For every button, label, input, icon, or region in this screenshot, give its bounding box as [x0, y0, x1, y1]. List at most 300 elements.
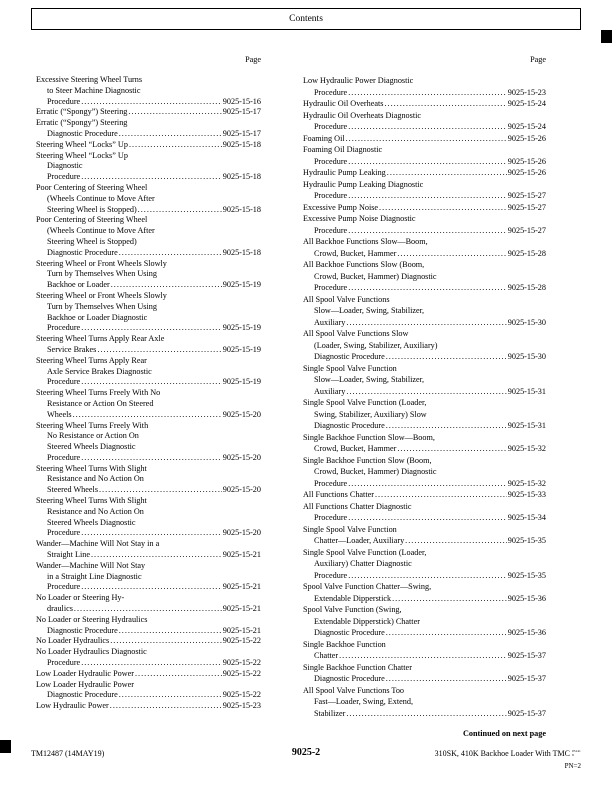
toc-entry-line — [36, 690, 261, 701]
page-column-header: Page — [245, 55, 261, 64]
dot-leader — [81, 453, 222, 464]
entry-text: Straight Line — [47, 550, 90, 560]
entry-page-number: 9025-15-22 — [222, 690, 261, 700]
toc-entry — [36, 334, 261, 356]
entry-text: Foaming Oil — [303, 133, 345, 143]
page-column-header: Page — [530, 55, 546, 64]
entry-page-number: 9025-15-35 — [507, 536, 546, 545]
dot-leader — [81, 528, 222, 539]
toc-entry-line — [36, 485, 261, 496]
toc-entry — [303, 363, 546, 398]
toc-entry-line: Swing, Stabilizer, Auxiliary) Slow — [314, 409, 427, 419]
toc-entry-line — [36, 345, 261, 356]
toc-entry-line: Excessive Steering Wheel Turns — [36, 75, 143, 84]
dot-leader — [375, 489, 507, 501]
entry-text: Excessive Pump Noise — [303, 202, 379, 212]
toc-entry — [303, 432, 546, 455]
entry-page-number: 9025-15-27 — [507, 191, 546, 200]
toc-entry — [303, 604, 546, 639]
dot-leader — [346, 386, 506, 398]
toc-entry — [36, 647, 261, 669]
toc-entry-line: No Loader or Steering Hydraulics — [36, 614, 148, 624]
dot-leader — [405, 535, 507, 547]
entry-text: Hydraulic Pump Leaking — [303, 168, 386, 177]
entry-text: Diagnostic Procedure — [314, 352, 385, 361]
toc-entry-line: Steered Wheels Diagnostic — [47, 517, 136, 527]
entry-text: Procedure — [314, 478, 348, 488]
toc-entry — [36, 291, 261, 334]
entry-page-number: 9025-15-19 — [222, 323, 261, 333]
toc-entry — [303, 455, 546, 490]
entry-text: All Functions Chatter — [303, 490, 374, 499]
toc-entry — [303, 75, 546, 98]
footer-doc-id: TM12487 (14MAY19) — [31, 749, 105, 758]
toc-entry-line: All Functions Chatter Diagnostic — [303, 501, 412, 511]
entry-page-number: 9025-15-32 — [507, 444, 546, 453]
entry-text: Procedure — [47, 658, 81, 668]
dot-leader — [392, 593, 507, 605]
entry-page-number: 9025-15-24 — [507, 99, 546, 108]
dot-leader — [379, 202, 507, 214]
toc-entry — [303, 489, 546, 501]
dot-leader — [128, 107, 221, 118]
toc-entry-line — [36, 97, 261, 108]
toc-entry-line: All Spool Valve Functions Too — [303, 685, 405, 695]
toc-entry — [303, 397, 546, 432]
toc-entry — [36, 680, 261, 702]
toc-entry-line — [36, 701, 261, 712]
footer — [31, 749, 581, 760]
registration-mark-bottom-left — [0, 740, 11, 753]
toc-entry-line — [36, 550, 261, 561]
toc-entry-line: Resistance and No Action On — [47, 506, 144, 516]
dot-leader — [348, 282, 507, 294]
toc-entry-line: Foaming Oil Diagnostic — [303, 145, 383, 154]
toc-entry-line — [303, 121, 546, 133]
toc-entry-line: Turn by Themselves When Using — [47, 269, 157, 279]
entry-text: Procedure — [314, 122, 348, 131]
toc-entry-line: (Wheels Continue to Move After — [47, 226, 155, 236]
toc-entry-line: Wander—Machine Will Not Stay in a — [36, 539, 160, 549]
entry-text: Crowd, Bucket, Hammer — [314, 248, 397, 258]
dot-leader — [110, 636, 222, 647]
dot-leader — [119, 248, 222, 259]
entry-page-number: 9025-15-23 — [507, 87, 546, 97]
entry-page-number: 9025-15-30 — [507, 317, 546, 327]
toc-entry — [36, 140, 261, 151]
entry-text: Extendable Dipperstick — [314, 593, 392, 603]
toc-entry-line: Single Spool Valve Function — [303, 363, 397, 373]
toc-entry-line — [303, 87, 546, 99]
toc-column-left — [36, 54, 261, 719]
toc-entry-line: Steering Wheel “Locks” Up — [36, 150, 128, 160]
dot-leader — [97, 345, 221, 356]
entry-page-number: 9025-15-21 — [222, 582, 261, 592]
toc-entry-line: Low Loader Hydraulic Power — [36, 679, 134, 689]
entry-text: Procedure — [314, 225, 348, 235]
toc-entry-line: Crowd, Bucket, Hammer) Diagnostic — [314, 271, 437, 281]
dot-leader — [81, 658, 222, 669]
entry-page-number: 9025-15-35 — [507, 570, 546, 580]
toc-entry-line: Single Backhoe Function Slow—Boom, — [303, 432, 435, 442]
toc-entry — [303, 685, 546, 720]
dot-leader — [81, 323, 222, 334]
toc-entry-line: Resistance and No Action On — [47, 474, 144, 484]
entry-page-number: 9025-15-16 — [222, 96, 261, 106]
dot-leader — [348, 121, 507, 133]
dot-leader — [73, 410, 222, 421]
toc-entry-line: Steered Wheels Diagnostic — [47, 442, 136, 452]
toc-entry-line: Steering Wheel Turns Freely With — [36, 420, 149, 430]
entry-page-number: 9025-15-26 — [507, 133, 546, 143]
dot-leader — [386, 673, 507, 685]
entry-text: Hydraulic Oil Overheats — [303, 99, 384, 108]
entry-text: Chatter—Loader, Auxiliary — [314, 536, 405, 545]
toc-entry-line: Steering Wheel or Front Wheels Slowly — [36, 258, 167, 268]
dot-leader — [348, 87, 507, 99]
dot-leader — [74, 604, 222, 615]
toc-entry-line — [303, 156, 546, 168]
entry-page-number: 9025-15-31 — [507, 421, 546, 430]
toc-entry — [36, 464, 261, 496]
toc-entry — [36, 669, 261, 680]
toc-entry-line: Steering Wheel Turns Apply Rear Axle — [36, 334, 165, 344]
toc-entry — [36, 701, 261, 712]
toc-entry-line: Slow—Loader, Swing, Stabilizer, — [314, 306, 425, 315]
page-title: Contents — [289, 14, 323, 24]
entry-page-number: 9025-15-28 — [507, 283, 546, 292]
entry-page-number: 9025-15-18 — [222, 247, 261, 257]
footer-model-text: 310SK, 410K Backhoe Loader With TMC — [434, 749, 570, 758]
toc-entry-line: All Backhoe Functions Slow—Boom, — [303, 237, 428, 246]
entry-page-number: 9025-15-26 — [507, 156, 546, 166]
toc-entry-line — [36, 140, 261, 151]
toc-entry-line: Single Backhoe Function Chatter — [303, 662, 412, 672]
toc-entry — [303, 179, 546, 202]
toc-entry — [303, 662, 546, 685]
continued-note: Continued on next page — [462, 729, 546, 738]
entry-page-number: 9025-15-26 — [507, 168, 546, 177]
registration-mark-top-right — [601, 30, 612, 43]
toc-entry-line: Hydraulic Pump Leaking Diagnostic — [303, 179, 424, 189]
toc-entry-line: Fast—Loader, Swing, Extend, — [314, 697, 414, 706]
entry-text: Steering Wheel “Locks” Up — [36, 139, 128, 149]
toc-entry-line — [303, 570, 546, 582]
dot-leader — [386, 420, 507, 432]
toc-entry — [303, 328, 546, 363]
toc-entry-line — [303, 386, 546, 398]
toc-entry — [36, 259, 261, 291]
toc-entry-line — [303, 627, 546, 639]
toc-entry-line: Excessive Pump Noise Diagnostic — [303, 214, 416, 223]
entry-text: Diagnostic Procedure — [314, 674, 385, 683]
entry-text: Procedure — [47, 172, 81, 182]
entry-text: draulics — [47, 604, 73, 614]
entry-list — [36, 75, 261, 712]
toc-entry-line — [303, 512, 546, 524]
entry-page-number: 9025-15-19 — [222, 344, 261, 354]
toc-entry-line: Poor Centering of Steering Wheel — [36, 182, 148, 192]
toc-entry-line: Low Hydraulic Power Diagnostic — [303, 76, 414, 85]
footer-page-number: 9025-2 — [291, 747, 321, 758]
toc-entry — [36, 539, 261, 561]
toc-entry-line: Backhoe or Loader Diagnostic — [47, 312, 148, 322]
toc-entry — [303, 144, 546, 167]
entry-text: Diagnostic Procedure — [314, 421, 385, 430]
toc-entry-line — [36, 280, 261, 291]
toc-entry-line: Single Backhoe Function Slow (Boom, — [303, 455, 432, 465]
entry-text: No Loader Hydraulics — [36, 636, 110, 646]
dot-leader — [81, 582, 222, 593]
entry-text: Low Hydraulic Power — [36, 701, 109, 711]
toc-entry-line: (Loader, Swing, Stabilizer, Auxiliary) — [314, 340, 438, 350]
entry-page-number: 9025-15-19 — [222, 280, 261, 290]
entry-text: Steered Wheels — [47, 485, 98, 495]
toc-entry-line — [36, 636, 261, 647]
toc-entry-line: Steering Wheel or Front Wheels Slowly — [36, 290, 167, 300]
entry-page-number: 9025-15-19 — [222, 377, 261, 387]
toc-entry-line: Spool Valve Function (Swing, — [303, 605, 402, 614]
toc-entry-line: Single Spool Valve Function (Loader, — [303, 547, 427, 557]
entry-text: Procedure — [47, 323, 81, 333]
toc-entry-line — [303, 673, 546, 685]
toc-entry-line — [303, 535, 546, 547]
toc-entry-line — [303, 650, 546, 662]
toc-entry-line: All Spool Valve Functions — [303, 294, 390, 304]
toc-entry — [36, 636, 261, 647]
dot-leader — [397, 443, 506, 455]
dot-leader — [91, 550, 222, 561]
toc-entry-line: Hydraulic Oil Overheats Diagnostic — [303, 110, 422, 120]
toc-entry — [303, 202, 546, 214]
entry-text: Procedure — [47, 528, 81, 538]
toc-entry-line — [303, 190, 546, 202]
entry-page-number: 9025-15-34 — [507, 513, 546, 522]
dot-leader — [348, 225, 507, 237]
toc-entry-line: All Backhoe Functions Slow (Boom, — [303, 260, 425, 269]
entry-page-number: 9025-15-31 — [507, 386, 546, 396]
dot-leader — [138, 205, 222, 216]
toc-entry-line: Axle Service Brakes Diagnostic — [47, 366, 152, 376]
entry-page-number: 9025-15-22 — [222, 636, 261, 646]
entry-page-number: 9025-15-22 — [222, 658, 261, 668]
dot-leader — [119, 690, 222, 701]
toc-entry-line: Poor Centering of Steering Wheel — [36, 215, 148, 225]
dot-leader — [81, 97, 222, 108]
entry-text: Diagnostic Procedure — [47, 128, 118, 138]
toc-entry-line — [36, 129, 261, 140]
entry-page-number: 9025-15-21 — [222, 625, 261, 635]
toc-entry-line — [36, 377, 261, 388]
dot-leader — [346, 708, 506, 720]
toc-entry-line — [303, 593, 546, 605]
entry-text: Procedure — [47, 582, 81, 592]
entry-text: Procedure — [314, 570, 348, 580]
toc-entry — [36, 151, 261, 183]
toc-entry-line — [303, 443, 546, 455]
toc-entry-line — [36, 323, 261, 334]
entry-text: Procedure — [314, 87, 348, 97]
toc-entry-line — [36, 107, 261, 118]
toc-entry-line — [36, 528, 261, 539]
entry-text: Backhoe or Loader — [47, 280, 110, 290]
footer-pn-number: PN=2 — [564, 762, 581, 770]
entry-text: Stabilizer — [314, 708, 346, 718]
dot-leader — [81, 172, 222, 183]
toc-entry-line — [303, 167, 546, 179]
toc-entry — [36, 615, 261, 637]
entry-page-number: 9025-15-37 — [507, 651, 546, 660]
toc-entry-line: Erratic (“Spongy”) Steering — [36, 118, 128, 128]
toc-entry-line — [303, 98, 546, 110]
entry-page-number: 9025-15-21 — [222, 604, 261, 614]
entry-page-number: 9025-15-22 — [222, 668, 261, 678]
entry-page-number: 9025-15-24 — [507, 122, 546, 131]
dot-leader — [346, 317, 506, 329]
toc-entry — [36, 593, 261, 615]
entry-page-number: 9025-15-18 — [222, 204, 261, 214]
toc-entry-line: Steering Wheel Turns With Slight — [36, 496, 147, 506]
entry-page-number: 9025-15-18 — [222, 172, 261, 182]
entry-text: Erratic (“Spongy”) Steering — [36, 107, 128, 117]
toc-entry — [36, 75, 261, 107]
entry-page-number: 9025-15-27 — [507, 202, 546, 212]
entry-text: Diagnostic Procedure — [314, 628, 385, 637]
toc-entry-line — [303, 317, 546, 329]
entry-page-number: 9025-15-37 — [507, 674, 546, 683]
toc-entry — [36, 421, 261, 464]
dot-leader — [386, 351, 507, 363]
entry-page-number: 9025-15-17 — [222, 107, 261, 117]
toc-entry — [303, 167, 546, 179]
toc-entry — [36, 356, 261, 388]
dot-leader — [119, 626, 222, 637]
toc-entry-line: Crowd, Bucket, Hammer) Diagnostic — [314, 467, 437, 476]
toc-entry-line: Single Backhoe Function — [303, 639, 386, 649]
toc-entry-line: Extendable Dipperstick) Chatter — [314, 616, 420, 626]
toc-entry-line: Wander—Machine Will Not Stay — [36, 560, 146, 570]
toc-entry-line — [303, 202, 546, 214]
toc-column-right — [303, 54, 546, 719]
toc-entry — [303, 213, 546, 236]
toc-entry-line: Single Spool Valve Function (Loader, — [303, 398, 427, 407]
entry-text: Crowd, Bucket, Hammer — [314, 444, 397, 453]
entry-page-number: 9025-15-20 — [222, 452, 261, 462]
entry-text: Procedure — [314, 283, 348, 292]
toc-entry — [303, 133, 546, 145]
dot-leader — [110, 701, 222, 712]
toc-entry-line: No Loader Hydraulics Diagnostic — [36, 647, 147, 657]
entry-text: Steering Wheel is Stopped) — [47, 204, 137, 214]
entry-text: Procedure — [47, 377, 81, 387]
dot-leader — [129, 140, 222, 151]
toc-entry — [303, 259, 546, 294]
toc-entry-line — [36, 248, 261, 259]
toc-entry-line — [36, 626, 261, 637]
toc-entry-line: Turn by Themselves When Using — [47, 301, 157, 311]
footer-model — [320, 749, 581, 758]
entry-text: Diagnostic Procedure — [47, 247, 118, 257]
toc-entry-line — [36, 410, 261, 421]
entry-page-number: 9025-15-21 — [222, 550, 261, 560]
toc-entry-line — [303, 478, 546, 490]
toc-entry — [36, 107, 261, 118]
toc-entry-line — [36, 453, 261, 464]
dot-leader — [348, 190, 507, 202]
entry-text: Low Loader Hydraulic Power — [36, 668, 134, 678]
toc-entry — [303, 98, 546, 110]
entry-text: Auxiliary — [314, 386, 346, 396]
toc-entry-line: Steering Wheel Turns Freely With No — [36, 388, 161, 398]
toc-entry-line: Resistance or Action On Steered — [47, 398, 154, 408]
dot-leader — [348, 512, 507, 524]
toc-entry-line — [36, 205, 261, 216]
toc-columns — [36, 54, 546, 719]
dot-leader — [346, 133, 507, 145]
entry-page-number: 9025-15-30 — [507, 352, 546, 361]
dot-leader — [135, 669, 222, 680]
dot-leader — [119, 129, 222, 140]
toc-entry-line: Steering Wheel Turns Apply Rear — [36, 355, 147, 365]
toc-entry — [303, 110, 546, 133]
toc-entry-line — [303, 282, 546, 294]
toc-entry-line — [303, 351, 546, 363]
toc-entry-line — [303, 489, 546, 501]
entry-page-number: 9025-15-18 — [222, 139, 261, 149]
toc-entry — [36, 183, 261, 215]
toc-entry — [36, 561, 261, 593]
dot-leader — [99, 485, 222, 496]
dot-leader — [81, 377, 222, 388]
entry-text: Procedure — [314, 156, 348, 166]
entry-page-number: 9025-15-36 — [507, 593, 546, 603]
entry-page-number: 9025-15-23 — [222, 701, 261, 711]
toc-entry — [303, 581, 546, 604]
toc-entry-line — [303, 420, 546, 432]
footer-print-code: 051419 — [572, 749, 581, 757]
entry-page-number: 9025-15-20 — [222, 409, 261, 419]
toc-entry-line — [303, 225, 546, 237]
toc-entry-line: Slow—Loader, Swing, Stabilizer, — [314, 375, 425, 384]
dot-leader — [348, 478, 507, 490]
dot-leader — [386, 627, 507, 639]
toc-entry — [303, 501, 546, 524]
toc-entry-line — [36, 582, 261, 593]
entry-text: Diagnostic Procedure — [47, 690, 118, 700]
entry-text: Procedure — [314, 191, 348, 200]
entry-page-number: 9025-15-20 — [222, 528, 261, 538]
dot-leader — [111, 280, 222, 291]
toc-entry — [303, 639, 546, 662]
toc-entry — [303, 524, 546, 547]
toc-entry-line — [36, 658, 261, 669]
entry-text: Procedure — [314, 513, 348, 522]
entry-text: Chatter — [314, 651, 339, 660]
toc-entry-line: to Steer Machine Diagnostic — [47, 85, 141, 95]
toc-entry-line: Single Spool Valve Function — [303, 524, 397, 534]
toc-entry-line — [303, 248, 546, 260]
dot-leader — [387, 167, 507, 179]
entry-page-number: 9025-15-20 — [222, 485, 261, 495]
entry-page-number: 9025-15-17 — [222, 128, 261, 138]
toc-entry-line: in a Straight Line Diagnostic — [47, 571, 142, 581]
entry-page-number: 9025-15-37 — [507, 708, 546, 718]
toc-entry — [303, 236, 546, 259]
dot-leader — [348, 570, 507, 582]
entry-page-number: 9025-15-32 — [507, 478, 546, 488]
toc-entry-line: Auxiliary) Chatter Diagnostic — [314, 559, 412, 568]
entry-page-number: 9025-15-28 — [507, 248, 546, 258]
